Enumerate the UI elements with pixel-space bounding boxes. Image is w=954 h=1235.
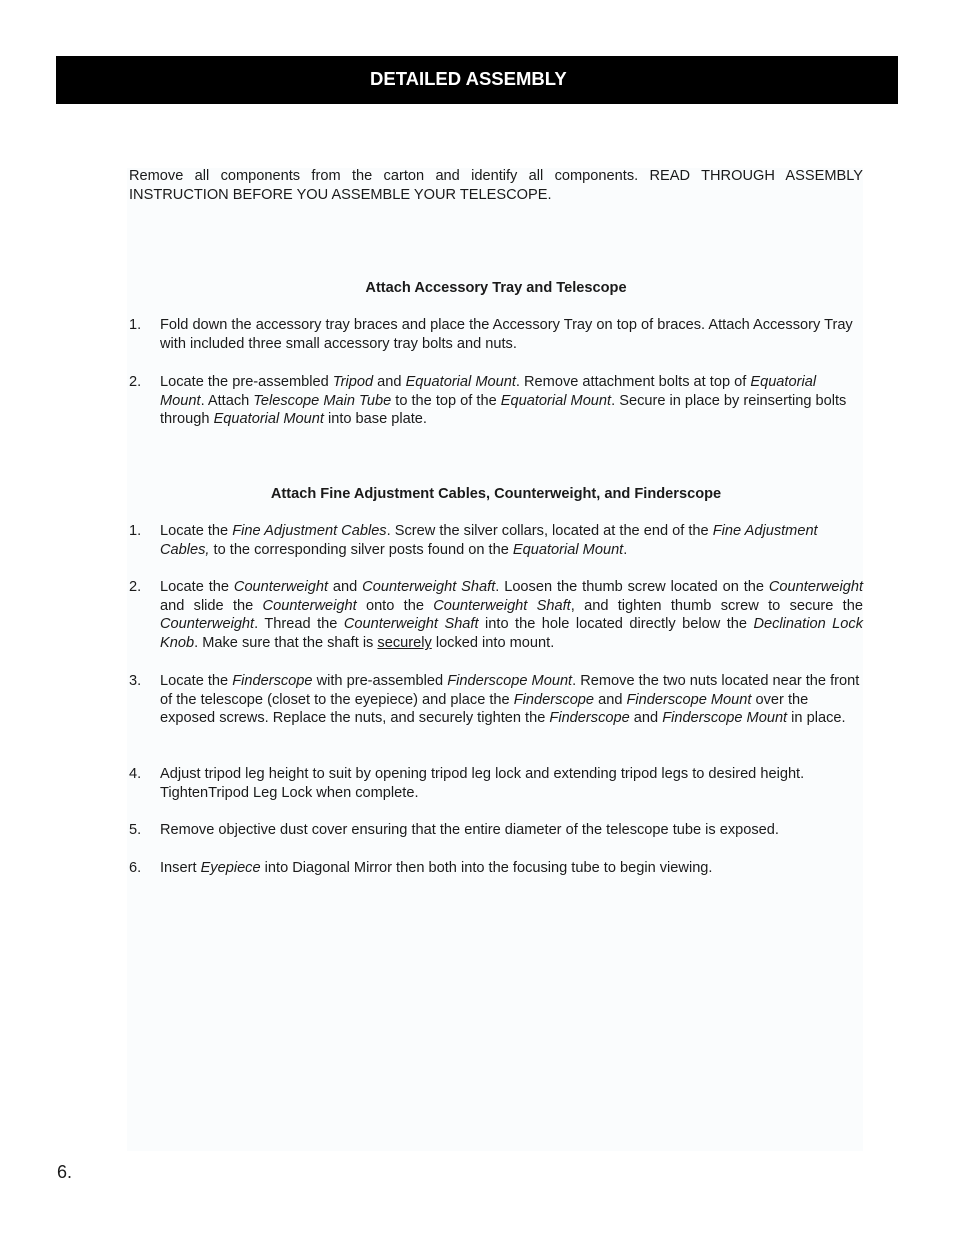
list-item-number: 2. <box>129 579 142 595</box>
list-item-text: Insert Eyepiece into Diagonal Mirror then both into the focusing tube to begin viewing. <box>160 860 713 876</box>
list-item-text: Locate the pre-assembled Tripod and Equatorial Mount. Remove attachment bolts at top of Equatorial Mount. Attach Telescope Main Tube to the top of the Equatorial Mount. Secure in place by reinserting bolts through Equatorial Mount into base plate. <box>160 374 847 428</box>
list-item-number: 6. <box>129 860 142 876</box>
list-item-number: 1. <box>129 317 142 333</box>
intro-paragraph: Remove all components from the carton and identify all components. READ THROUGH ASSEMBLY INSTRUCTION BEFORE YOU ASSEMBLE YOUR TELESCOPE. <box>129 168 863 203</box>
list-item-text: Locate the Counterweight and Counterweight Shaft. Loosen the thumb screw located on the Counterweight and slide the Counterweight onto the Counterweight Shaft, and tighten thumb screw to secure the Counterweight. Thread the Counterweight Shaft into the hole located directly below the Declination Lock Knob. Make sure that the shaft is securely locked into mount. <box>160 579 863 652</box>
list-item-number: 5. <box>129 822 142 838</box>
section-heading-fine-adjustment: Attach Fine Adjustment Cables, Counterweight, and Finderscope <box>270 486 722 502</box>
section-title: DETAILED ASSEMBLY <box>370 68 567 89</box>
list-item-number: 4. <box>129 766 142 782</box>
page-number: 6. <box>57 1162 73 1182</box>
section-header-bar <box>56 56 898 104</box>
list-item-number: 2. <box>129 374 142 390</box>
section-heading-accessory-tray: Attach Accessory Tray and Telescope <box>365 280 627 296</box>
list-item-text: Remove objective dust cover ensuring that the entire diameter of the telescope tube is exposed. <box>160 822 779 838</box>
list-item-text: Locate the Finderscope with pre-assembled Finderscope Mount. Remove the two nuts located near the front of the telescope (closet to the eyepiece) and place the Finderscope and Finderscope Mount over the exposed screws. Replace the nuts, and securely tighten the Finderscope and Finderscope Mount in place. <box>160 673 860 727</box>
list-item-text: Fold down the accessory tray braces and place the Accessory Tray on top of braces. Attach Accessory Tray with included three small accessory tray bolts and nuts. <box>160 317 853 352</box>
list-item-text: Locate the Fine Adjustment Cables. Screw the silver collars, located at the end of the Fine Adjustment Cables, to the corresponding silver posts found on the Equatorial Mount. <box>160 523 818 558</box>
list-item-number: 1. <box>129 523 142 539</box>
list-item-number: 3. <box>129 673 142 689</box>
list-item-text: Adjust tripod leg height to suit by opening tripod leg lock and extending tripod legs to desired height. TightenTripod Leg Lock when complete. <box>160 766 805 801</box>
